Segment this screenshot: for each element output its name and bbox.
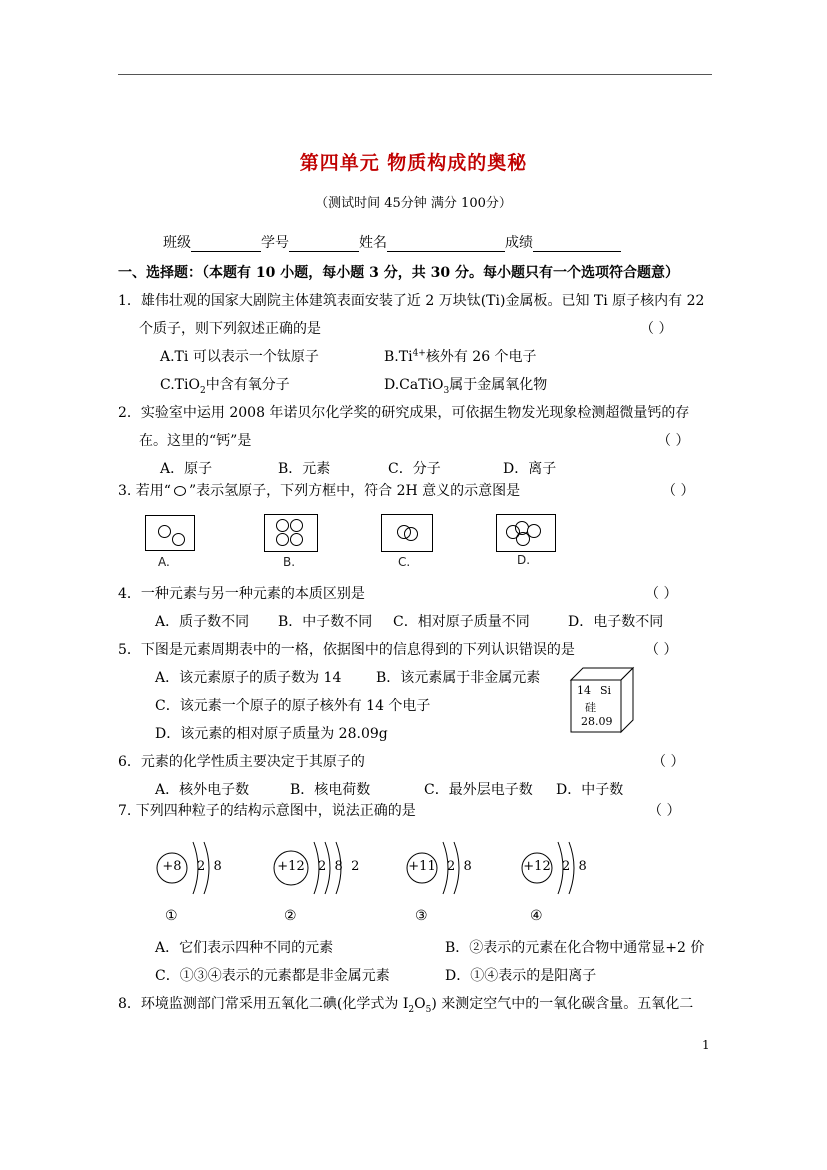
name-label: 姓名	[359, 235, 387, 251]
atom-icon	[527, 524, 541, 538]
score-label: 成绩	[505, 235, 533, 251]
q5-option-b[interactable]: B．该元素属于非金属元素	[376, 670, 541, 686]
score-blank[interactable]	[533, 237, 621, 252]
q3-box-c[interactable]	[381, 514, 433, 552]
particle-label: ①	[165, 908, 178, 924]
id-label: 学号	[261, 235, 289, 251]
q1-option-d[interactable]: D.CaTiO$_3$属于金属氧化物	[384, 377, 548, 396]
nucleus-charge: +8	[162, 859, 182, 874]
q5-option-d[interactable]: D．该元素的相对原子质量为 28.09g	[155, 726, 388, 742]
q1-answer-blank[interactable]: （ ）	[640, 321, 673, 337]
cell-atomic-mass: 28.09	[581, 715, 613, 728]
q5-stem: 5．下图是元素周期表中的一格，依据图中的信息得到的下列认识错误的是	[118, 642, 575, 658]
name-blank[interactable]	[387, 237, 505, 252]
q7-stem: 7. 下列四种粒子的结构示意图中，说法正确的是	[118, 803, 416, 819]
page-title: 第四单元 物质构成的奥秘	[299, 152, 528, 174]
class-blank[interactable]	[191, 237, 261, 252]
q3-stem: 3. 若用“ ”表示氢原子，下列方框中，符合 2H 意义的示意图是	[118, 483, 521, 499]
atom-icon	[158, 525, 171, 538]
q7-option-c[interactable]: C．①③④表示的元素都是非金属元素	[155, 968, 390, 984]
header-rule	[118, 74, 712, 75]
cell-atomic-number: 14	[577, 684, 591, 697]
atom-icon	[172, 533, 185, 546]
q7-option-a[interactable]: A．它们表示四种不同的元素	[155, 940, 334, 956]
cell-element-name: 硅	[585, 701, 596, 714]
id-blank[interactable]	[289, 237, 359, 252]
electron-counts: 2 8	[197, 859, 222, 874]
q4-answer-blank[interactable]: （ ）	[645, 586, 678, 602]
q6-option-d[interactable]: D．中子数	[556, 782, 624, 798]
q3-answer-blank[interactable]: （ ）	[662, 483, 695, 499]
particle-diagram-3	[405, 826, 485, 924]
q3-label-b: B.	[283, 555, 296, 569]
q6-option-b[interactable]: B．核电荷数	[290, 782, 371, 798]
q2-answer-blank[interactable]: （ ）	[657, 433, 690, 449]
q6-option-a[interactable]: A．核外电子数	[155, 782, 250, 798]
q1-option-b[interactable]: $B.Ti^{4+}$核外有 26 个电子	[384, 348, 537, 365]
q5-option-a[interactable]: A．该元素原子的质子数为 14	[155, 670, 342, 686]
q3-box-b[interactable]	[264, 514, 318, 552]
q4-option-d[interactable]: D．电子数不同	[568, 614, 664, 630]
page-number: 1	[702, 1038, 710, 1052]
q2-stem-line2: 在。这里的“钙”是	[139, 433, 252, 449]
electron-counts: 2 8	[447, 859, 472, 874]
particle-label: ④	[530, 908, 543, 924]
q6-answer-blank[interactable]: （ ）	[652, 754, 685, 770]
q7-answer-blank[interactable]: （ ）	[648, 803, 681, 819]
atom-icon	[276, 533, 289, 546]
particle-label: ②	[284, 908, 297, 924]
q1-stem-line2: 个质子，则下列叙述正确的是	[139, 321, 321, 337]
q4-stem: 4．一种元素与另一种元素的本质区别是	[118, 586, 365, 602]
q3-label-d: D.	[517, 553, 531, 567]
q1-option-c[interactable]: C.TiO$_2$中含有氧分子	[160, 377, 290, 396]
q8-stem: 8．环境监测部门常采用五氧化二碘(化学式为 $I_2O_5$) 来测定空气中的一氧化碳含量。五氧化二	[118, 996, 694, 1015]
particle-label: ③	[415, 908, 428, 924]
q5-answer-blank[interactable]: （ ）	[645, 642, 678, 658]
q2-stem-line1: 2．实验室中运用 2008 年诺贝尔化学奖的研究成果，可依据生物发光现象检测超微量钙的存	[118, 405, 690, 421]
q7-option-d[interactable]: D．①④表示的是阳离子	[445, 968, 597, 984]
q2-option-d[interactable]: D．离子	[503, 461, 557, 477]
q3-box-a[interactable]	[145, 515, 195, 551]
q7-option-b[interactable]: B．②表示的元素在化合物中通常显+2 价	[445, 940, 705, 956]
particle-diagram-4	[520, 826, 600, 924]
q6-option-c[interactable]: C．最外层电子数	[424, 782, 533, 798]
nucleus-charge: +11	[408, 859, 436, 874]
nucleus-charge: +12	[523, 859, 551, 874]
atom-icon	[290, 533, 303, 546]
q3-label-a: A.	[158, 555, 170, 569]
class-label: 班级	[163, 235, 191, 251]
q2-option-c[interactable]: C．分子	[388, 461, 441, 477]
atom-icon	[276, 519, 289, 532]
q5-option-c[interactable]: C．该元素一个原子的原子核外有 14 个电子	[155, 698, 431, 714]
electron-counts: 2 8	[562, 859, 587, 874]
hydrogen-atom-icon	[174, 486, 186, 496]
atom-icon	[290, 519, 303, 532]
q3-box-d[interactable]	[496, 514, 556, 552]
q2-option-b[interactable]: B．元素	[278, 461, 331, 477]
cell-symbol: Si	[600, 684, 612, 697]
nucleus-charge: +12	[277, 859, 305, 874]
electron-counts: 2 8 2	[318, 859, 360, 874]
particle-diagram-2	[272, 826, 367, 924]
q4-option-b[interactable]: B．中子数不同	[278, 614, 373, 630]
page-subtitle: （测试时间 45分钟 满分 100分）	[315, 196, 512, 211]
atom-icon	[404, 527, 418, 541]
q1-option-a[interactable]: A.Ti 可以表示一个钛原子	[160, 349, 319, 365]
section-heading: 一、选择题：（本题有 10 小题，每小题 3 分，共 30 分。每小题只有一个选项符合题意）	[118, 265, 679, 281]
particle-diagram-1	[155, 826, 235, 924]
q6-stem: 6．元素的化学性质主要决定于其原子的	[118, 754, 365, 770]
q3-label-c: C.	[398, 555, 411, 569]
q4-option-a[interactable]: A．质子数不同	[155, 614, 250, 630]
q2-option-a[interactable]: A．原子	[160, 461, 213, 477]
q1-stem-line1: 1．雄伟壮观的国家大剧院主体建筑表面安装了近 2 万块钛(Ti)金属板。已知 Ti 原子核内有 22	[118, 293, 705, 309]
q4-option-c[interactable]: C．相对原子质量不同	[393, 614, 530, 630]
student-info-line	[163, 232, 621, 252]
